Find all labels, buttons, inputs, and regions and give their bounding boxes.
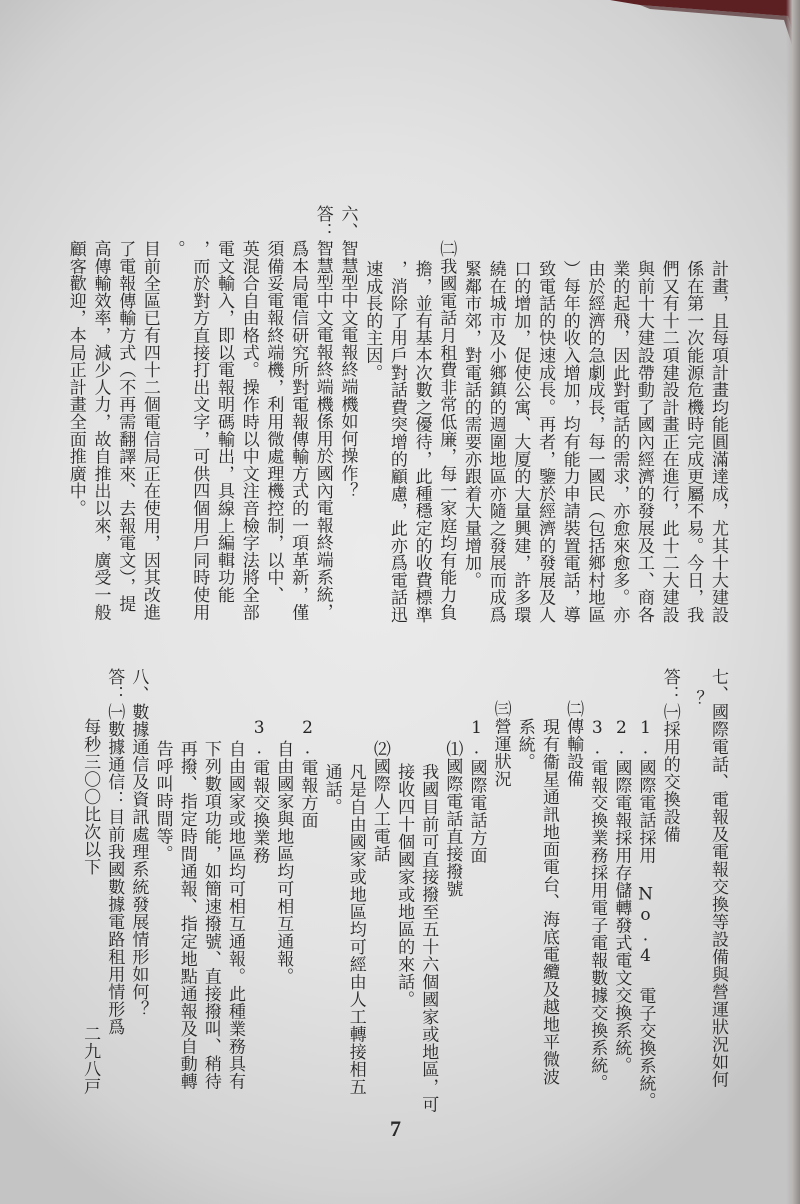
lower-text-column: 系統。	[514, 718, 535, 771]
upper-text-column: ）每年的收入增加，均有能力申請裝置電話，導	[559, 260, 580, 624]
upper-text-column: 了電報傳輸方式（不再需翻譯來、去報電文），提	[115, 240, 136, 613]
lower-text-column: 我國目前可直接撥至五十六個國家或地區，可	[418, 763, 439, 1113]
upper-text-column: ，而於對方直接打出文字，可供四個用戶同時使用	[189, 240, 210, 621]
upper-text-column: 英混合自由格式。操作時以中文注音檢字法將全部	[238, 240, 259, 621]
upper-text-column: 須備妥電報終端機，利用微處理機控制，以中、	[263, 240, 284, 604]
upper-text-column: 電文輸入，即以電報明碼輸出，具線上編輯功能	[214, 240, 234, 604]
lower-text-column: 3.電報交換業務	[249, 718, 270, 864]
upper-text-column: 擔，並有基本次數之優待，此種穩定的收費標準	[411, 260, 432, 624]
lower-text-column: ㈡傳輸設備	[563, 700, 584, 788]
upper-text-column: 目前全區已有四十二個電信局正在使用，因其改進	[139, 240, 160, 621]
lower-text-column: 1.國際電話採用 No.4 電子交換系統。	[635, 718, 656, 1110]
upper-text-column: 繞在城市及小鄉鎮的週圍地區亦隨之發展而成爲	[485, 260, 506, 624]
question-7-heading: 七、國際電話、電報及電報交換等設備與營運狀況如何	[708, 668, 728, 1088]
lower-text-column: 3.電報交換業務採用電子電報數據交換系統。	[587, 718, 608, 1092]
lower-text-column: 通話。	[321, 763, 342, 816]
upper-text-column: 由於經濟的急劇成長，每一國民（包括鄉村地區	[584, 260, 605, 624]
question-7-heading-end: ？	[683, 690, 704, 708]
book-cover-edge	[0, 0, 800, 80]
lower-text-column: ⑵國際人工電話	[369, 740, 390, 863]
upper-text-column: 。	[164, 240, 185, 258]
upper-text-column: 業的起飛，因此對電話的需求，亦愈來愈多。亦	[609, 260, 630, 624]
lower-text-column: ㈢營運狀況	[490, 700, 511, 788]
upper-text-column: 顧客歡迎，本局正計畫全面推廣中。	[65, 240, 86, 517]
lower-text-column: 凡是自由國家或地區均可經由人工轉接相五	[345, 763, 366, 1096]
lower-text-column: ⑴國際電話直接撥號	[442, 740, 463, 898]
lower-text-column: 接收四十個國家或地區的來話。	[394, 763, 415, 1008]
page-edge-shadow	[786, 0, 800, 1204]
question-8-heading: 八、數據通信及資訊處理系統發展情形如何？	[128, 668, 149, 1018]
upper-text-column: 高傳輸效率，減少人力，故自推出以來，廣受一般	[90, 240, 111, 621]
lower-text-column-tail: 二九八戸	[80, 1025, 101, 1095]
question-6-heading: 六、智慧型中文電報終端機如何操作？	[337, 205, 358, 500]
upper-text-column: 速成長的主因。	[362, 260, 383, 382]
lower-text-column: 自由國家或地區均可相互通報。此種業務具有	[225, 740, 245, 1090]
upper-text-column: 緊鄰市郊，對電話的需要亦跟着大量增加。	[461, 260, 481, 589]
upper-text-column: 係在第一次能源危機時完成更屬不易。今日，我	[683, 260, 704, 624]
lower-text-column: 2.電報方面	[297, 718, 318, 829]
lower-text-column: 現有衞星通訊地面電台、海底電纜及越地平微波	[539, 718, 559, 1086]
lower-text-column: 自由國家與地區均可相互通報。	[273, 740, 294, 985]
answer-8-start: 答：㈠數據通信：目前我國數據電路租用情形爲	[104, 668, 125, 1036]
lower-text-column: 再撥、指定時間通報、指定地點通報及自動轉	[176, 740, 197, 1090]
upper-text-column: 們又有十二項建設計畫正在進行，此十二大建設	[658, 260, 679, 624]
upper-text-column: 計畫，且每項計畫均能圓滿達成，尤其十大建設	[708, 260, 728, 624]
answer-6-start: 答：智慧型中文電報終端機係用於國內電報終端系統，	[312, 205, 333, 621]
upper-text-column: 爲本局電信研究所對電報傳輸方式的一項革新，僅	[288, 240, 309, 621]
lower-text-column: 2.國際電報採用存儲轉發式電文交換系統。	[611, 718, 632, 1074]
lower-text-column: 下列數項功能，如簡速撥號、直接撥叫、稍待	[200, 740, 221, 1090]
upper-text-column: 口的增加，促使公寓、大厦的大量興建，許多環	[510, 260, 531, 624]
upper-text-column: 與前十大建設帶動了國內經濟的發展及工、商各	[633, 260, 654, 624]
lower-text-column: 1.國際電話方面	[466, 718, 487, 864]
upper-text-column: ，消除了用戶對話費突增的顧慮，此亦爲電話迅	[386, 260, 407, 624]
answer-7-start: 答：㈠採用的交換設備	[659, 668, 680, 843]
upper-text-column: ㈡我國電話月租費非常低廉，每一家庭均有能力負	[436, 240, 457, 621]
lower-text-column: 告呼叫時間等。	[152, 740, 173, 863]
lower-text-column: 每秒三〇〇比次以下	[80, 718, 101, 876]
upper-text-column: 致電話的快速成長。再者，鑒於經濟的發展及人	[535, 260, 556, 624]
page-number: 7	[390, 1116, 401, 1141]
